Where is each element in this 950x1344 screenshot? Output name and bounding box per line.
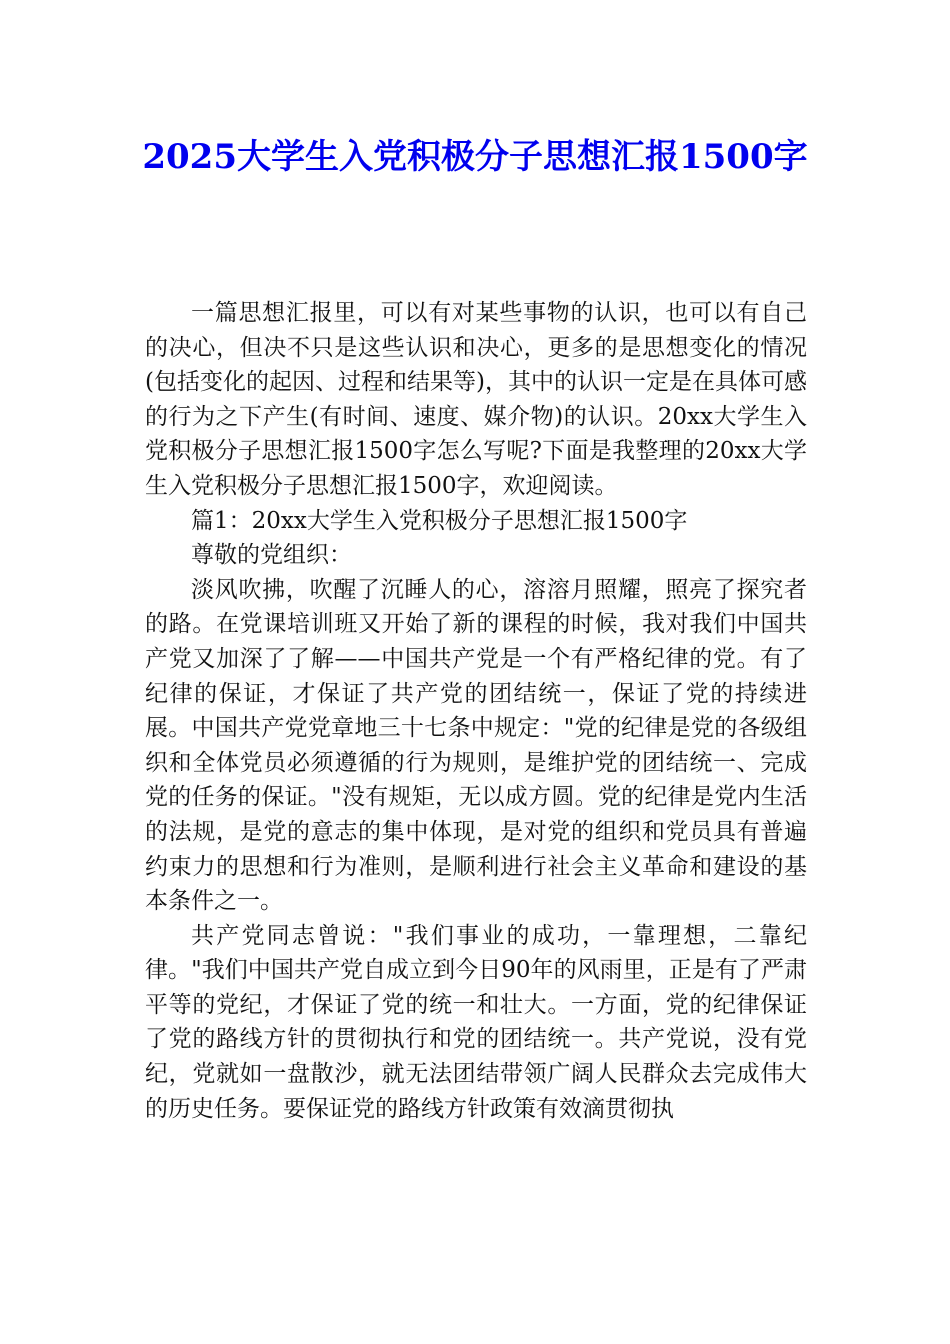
paragraph-intro: 一篇思想汇报里，可以有对某些事物的认识，也可以有自己的决心，但决不只是这些认识和决心，更多的是思想变化的情况(包括变化的起因、过程和结果等)，其中的认识一定是在具体可感的行为之下产生(有时间、速度、媒介物)的认识。20xx大学生入党积极分子思想汇报1500字怎么写呢?下面是我整理的20xx大学生入党积极分子思想汇报1500字，欢迎阅读。 (145, 300, 807, 499)
paragraph-body-1: 淡风吹拂，吹醒了沉睡人的心，溶溶月照耀，照亮了探究者的路。在党课培训班又开始了新的课程的时候，我对我们中国共产党又加深了了解——中国共产党是一个有严格纪律的党。有了纪律的保证，才保证了共产党的团结统一，保证了党的持续进展。中国共产党党章地三十七条中规定："党的纪律是党的各级组织和全体党员必须遵循的行为规则，是维护党的团结统一、完成党的任务的保证。"没有规矩，无以成方圆。党的纪律是党内生活的法规，是党的意志的集中体现，是对党的组织和党员具有普遍约束力的思想和行为准则，是顺利进行社会主义革命和建设的基本条件之一。 (145, 576, 807, 915)
paragraph-section-heading: 篇1：20xx大学生入党积极分子思想汇报1500字 (191, 507, 688, 534)
document-body (145, 296, 807, 1126)
paragraph-body-2: 共产党同志曾说："我们事业的成功，一靠理想，二靠纪律。"我们中国共产党自成立到今日90年的风雨里，正是有了严肃平等的党纪，才保证了党的统一和壮大。一方面，党的纪律保证了党的路线方针的贯彻执行和党的团结统一。共产党说，没有党纪，党就如一盘散沙，就无法团结带领广阔人民群众去完成伟大的历史任务。要保证党的路线方针政策有效滴贯彻执 (145, 922, 807, 1122)
document-title: 2025大学生入党积极分子思想汇报1500字 (142, 137, 808, 177)
paragraph-salutation: 尊敬的党组织： (191, 542, 352, 569)
